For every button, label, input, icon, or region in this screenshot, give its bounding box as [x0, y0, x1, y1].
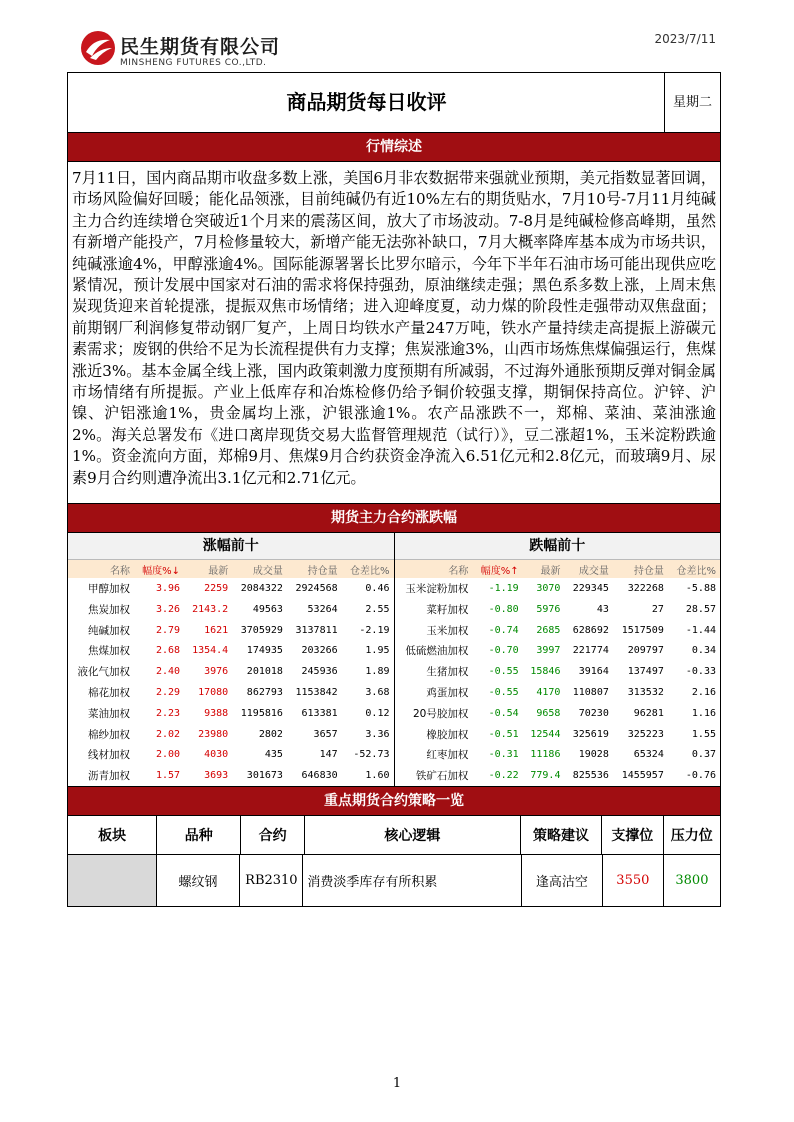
volume-cell: 2084322: [240, 582, 283, 594]
pct-cell: 2.79: [155, 624, 181, 636]
open-interest-cell: 137497: [627, 666, 664, 678]
pct-cell: -0.55: [488, 666, 519, 678]
last-cell: 12544: [530, 728, 561, 740]
last-cell: 17080: [198, 686, 229, 698]
table-row: [68, 744, 394, 765]
volume-cell: 70230: [578, 707, 609, 719]
oi-change-cell: -2.19: [359, 624, 390, 636]
col-vol: 成交量: [232, 560, 287, 578]
last-cell: 1621: [204, 624, 229, 636]
strategy-header-row: [68, 816, 720, 855]
advice-cell: 逢高沽空: [522, 855, 603, 906]
pct-cell: 3.96: [155, 582, 181, 594]
open-interest-cell: 613381: [301, 707, 338, 719]
open-interest-cell: 1517509: [621, 624, 664, 636]
oi-change-cell: 1.89: [365, 666, 390, 678]
volume-cell: 39164: [578, 666, 609, 678]
pct-cell: -0.31: [488, 749, 519, 761]
oi-change-cell: 0.37: [691, 749, 716, 761]
table-row: [395, 744, 721, 765]
open-interest-cell: 53264: [307, 603, 338, 615]
name-cell: 低硫燃油加权: [405, 645, 469, 658]
last-cell: 4170: [536, 686, 561, 698]
table-row: [68, 682, 394, 703]
pct-cell: -0.51: [488, 728, 519, 740]
col-last: 最新: [184, 560, 232, 578]
pct-cell: -1.19: [488, 582, 519, 594]
pct-cell: 2.23: [155, 707, 181, 719]
open-interest-cell: 245936: [301, 666, 338, 678]
name-cell: 鸡蛋加权: [426, 686, 469, 699]
pct-cell: 2.02: [155, 728, 181, 740]
title-row: [68, 73, 720, 133]
pct-cell: -0.22: [488, 770, 519, 782]
oi-change-cell: 1.55: [691, 728, 716, 740]
table-row: [395, 661, 721, 682]
open-interest-cell: 322268: [627, 582, 664, 594]
name-cell: 菜籽加权: [426, 603, 469, 616]
last-cell: 3997: [536, 645, 561, 657]
pct-cell: -0.74: [488, 624, 519, 636]
oi-change-cell: 0.34: [691, 645, 716, 657]
pct-cell: 2.68: [155, 645, 181, 657]
col-support: 支撑位: [602, 816, 663, 854]
volume-cell: 1195816: [240, 707, 283, 719]
company-name-en: MINSHENG FUTURES CO.,LTD.: [120, 58, 267, 68]
col-variety: 品种: [157, 816, 241, 854]
open-interest-cell: 325223: [627, 728, 664, 740]
pct-cell: 2.40: [155, 666, 181, 678]
open-interest-cell: 646830: [301, 770, 338, 782]
last-cell: 5976: [536, 603, 561, 615]
pct-cell: 1.57: [155, 770, 181, 782]
volume-cell: 201018: [246, 666, 283, 678]
last-cell: 3693: [204, 770, 229, 782]
volume-cell: 49563: [252, 603, 283, 615]
name-cell: 20号胶加权: [412, 707, 469, 720]
company-name-cn: 民生期货有限公司: [120, 36, 281, 58]
market-overview-text: 7月11日，国内商品期市收盘多数上涨，美国6月非农数据带来强就业预期，美元指数显著回调，市场风险偏好回暖；能化品领涨，目前纯碱仍有近10%左右的期货贴水，7月10号-7月11月纯碱主力合约连续增仓突破近1个月来的震荡区间，放大了市场波动。7-8月是纯碱检修高峰期，虽然有新增产能投产，7月检修量较大，新增产能无法弥补缺口，7月大概率降库基本成为市场共识，纯碱涨逾4%，甲醇涨逾4%。国际能源署署长比罗尔暗示，今年下半年石油市场可能出现供应吃紧情况，预计发展中国家对石油的需求将保持强劲，原油继续走强；黑色系多数上涨，上周末焦炭现货迎来首轮提涨，提振双焦市场情绪；进入迎峰度夏，动力煤的阶段性走强带动双焦盘面；前期钢厂利润修复带动钢厂复产，上周日均铁水产量247万吨，铁水产量持续走高提振上游碳元素需求；废钢的供给不足为长流程提供有力支撑；焦炭涨逾3%，山西市场炼焦煤偏强运行，焦煤涨近3%。基本金属全线上涨，国内政策刺激力度预期有所减弱，不过海外通胀预期反弹对铜金属市场情绪有所提振。产业上低库存和冶炼检修仍给予铜价较强支撑，期铜保持高位。沪锌、沪镍、沪铝涨逾1%，贵金属均上涨，沪银涨逾1%。农产品涨跌不一，郑棉、菜油、菜油涨逾2%。海关总署发布《进口离岸现货交易大监督管理规范（试行）》，豆二涨超1%，玉米淀粉跌逾1%。资金流向方面，郑棉9月、焦煤9月合约获资金净流入6.51亿元和2.8亿元，而玻璃9月、尿素9月合约则遭净流出3.1亿元和2.71亿元。: [68, 162, 720, 504]
company-logo: [80, 28, 320, 72]
pct-cell: -0.80: [488, 603, 519, 615]
open-interest-cell: 1455957: [621, 770, 664, 782]
support-cell: 3550: [603, 855, 664, 906]
minsheng-logo-icon: [80, 30, 116, 66]
table-row: [395, 724, 721, 745]
losers-panel: [395, 533, 721, 786]
last-cell: 1354.4: [192, 645, 229, 657]
volume-cell: 110807: [572, 686, 609, 698]
name-cell: 棉纱加权: [88, 728, 130, 741]
table-row: [395, 765, 721, 786]
volume-cell: 3705929: [240, 624, 283, 636]
volume-cell: 435: [264, 749, 283, 761]
last-cell: 3070: [536, 582, 561, 594]
name-cell: 液化气加权: [77, 666, 130, 679]
col-resistance: 压力位: [670, 828, 713, 845]
gainers-title: 涨幅前十: [68, 533, 394, 560]
last-cell: 2143.2: [192, 603, 229, 615]
col-logic: 核心逻辑: [305, 816, 521, 854]
oi-change-cell: 28.57: [685, 603, 716, 615]
name-cell: 焦煤加权: [88, 645, 130, 658]
volume-cell: 19028: [578, 749, 609, 761]
oi-change-cell: 1.16: [691, 707, 716, 719]
oi-change-cell: -5.88: [685, 582, 716, 594]
table-row: [68, 703, 394, 724]
name-cell: 橡胶加权: [426, 728, 469, 741]
name-cell: 焦炭加权: [88, 603, 130, 616]
pct-cell: 2.29: [155, 686, 181, 698]
open-interest-cell: 1153842: [295, 686, 338, 698]
pct-cell: 3.26: [155, 603, 181, 615]
last-cell: 9388: [204, 707, 229, 719]
market-overview-heading: 行情综述: [68, 133, 720, 162]
name-cell: 甲醇加权: [88, 582, 130, 595]
table-row: [395, 620, 721, 641]
open-interest-cell: 2924568: [295, 582, 338, 594]
open-interest-cell: 147: [319, 749, 338, 761]
volume-cell: 2802: [258, 728, 283, 740]
strategy-heading: 重点期货合约策略一览: [68, 787, 720, 816]
name-cell: 铁矿石加权: [415, 770, 469, 783]
col-sector: 板块: [68, 816, 157, 854]
name-cell: 红枣加权: [426, 749, 469, 762]
gainers-table: [68, 560, 394, 786]
open-interest-cell: 313532: [627, 686, 664, 698]
oi-change-cell: -0.76: [685, 770, 716, 782]
last-cell: 2685: [536, 624, 561, 636]
oi-change-cell: -52.73: [353, 749, 390, 761]
oi-change-cell: 2.16: [691, 686, 716, 698]
table-row: [68, 640, 394, 661]
col-contract: 合约: [241, 816, 304, 854]
name-cell: 菜油加权: [88, 707, 130, 720]
contract-cell: RB2310: [240, 855, 303, 906]
last-cell: 9658: [536, 707, 561, 719]
sector-cell: [68, 855, 157, 906]
col-chg: 仓差比%: [668, 560, 720, 578]
name-cell: 线材加权: [88, 749, 130, 762]
losers-table: [395, 560, 721, 786]
pct-cell: 2.00: [155, 749, 181, 761]
table-row: [68, 661, 394, 682]
table-row: [395, 599, 721, 620]
pct-cell: -0.70: [488, 645, 519, 657]
report-frame: [67, 72, 721, 907]
table-row: [395, 640, 721, 661]
volume-cell: 174935: [246, 645, 283, 657]
oi-change-cell: 0.12: [365, 707, 390, 719]
volume-cell: 628692: [572, 624, 609, 636]
last-cell: 4030: [204, 749, 229, 761]
volume-cell: 825536: [572, 770, 609, 782]
table-row: [68, 578, 394, 599]
oi-change-cell: 1.95: [365, 645, 390, 657]
volume-cell: 862793: [246, 686, 283, 698]
table-row: [68, 599, 394, 620]
volume-cell: 301673: [246, 770, 283, 782]
col-chg: 仓差比%: [342, 560, 394, 578]
oi-change-cell: -0.33: [685, 666, 716, 678]
col-advice: 策略建议: [521, 816, 602, 854]
table-row: [395, 703, 721, 724]
resistance-cell: 3800: [675, 873, 709, 889]
col-oi: 持仓量: [613, 560, 668, 578]
oi-change-cell: 2.55: [365, 603, 390, 615]
last-cell: 779.4: [530, 770, 561, 782]
col-oi: 持仓量: [287, 560, 342, 578]
oi-change-cell: -1.44: [685, 624, 716, 636]
weekday: 星期二: [664, 73, 720, 132]
name-cell: 玉米加权: [426, 624, 469, 637]
name-cell: 玉米淀粉加权: [405, 582, 469, 595]
name-cell: 生猪加权: [426, 666, 469, 679]
oi-change-cell: 3.36: [365, 728, 390, 740]
last-cell: 11186: [530, 749, 561, 761]
open-interest-cell: 203266: [301, 645, 338, 657]
volume-cell: 43: [596, 603, 609, 615]
last-cell: 2259: [204, 582, 229, 594]
col-vol: 成交量: [564, 560, 612, 578]
pct-cell: -0.55: [488, 686, 519, 698]
col-pct: 幅度%↑: [472, 560, 522, 578]
last-cell: 15846: [530, 666, 561, 678]
pct-cell: -0.54: [488, 707, 519, 719]
oi-change-cell: 0.46: [365, 582, 390, 594]
col-pct: 幅度%↓: [134, 560, 184, 578]
movers-tables: [68, 533, 720, 787]
open-interest-cell: 96281: [633, 707, 664, 719]
col-last: 最新: [523, 560, 565, 578]
volume-cell: 229345: [572, 582, 609, 594]
page-number: 1: [392, 1076, 402, 1091]
losers-title: 跌幅前十: [395, 533, 721, 560]
report-date: 2023/7/11: [654, 32, 716, 46]
open-interest-cell: 65324: [633, 749, 664, 761]
logic-cell: 消费淡季库存有所积累: [303, 855, 522, 906]
col-name: 名称: [68, 560, 134, 578]
col-name: 名称: [395, 560, 473, 578]
report-title: 商品期货每日收评: [286, 90, 447, 114]
name-cell: 纯碱加权: [88, 624, 130, 637]
name-cell: 沥青加权: [88, 770, 130, 783]
open-interest-cell: 27: [651, 603, 664, 615]
table-row: [395, 578, 721, 599]
oi-change-cell: 3.68: [365, 686, 390, 698]
table-row: [68, 765, 394, 786]
volume-cell: 221774: [572, 645, 609, 657]
variety-cell: 螺纹钢: [157, 855, 241, 906]
open-interest-cell: 3657: [313, 728, 338, 740]
oi-change-cell: 1.60: [365, 770, 390, 782]
movers-heading: 期货主力合约涨跌幅: [68, 504, 720, 533]
table-row: [68, 724, 394, 745]
table-row: [395, 682, 721, 703]
table-row: [68, 620, 394, 641]
gainers-panel: [68, 533, 395, 786]
name-cell: 棉花加权: [88, 686, 130, 699]
last-cell: 3976: [204, 666, 229, 678]
open-interest-cell: 209797: [627, 645, 664, 657]
strategy-row: [68, 855, 720, 906]
last-cell: 23980: [198, 728, 229, 740]
volume-cell: 325619: [572, 728, 609, 740]
open-interest-cell: 3137811: [295, 624, 338, 636]
